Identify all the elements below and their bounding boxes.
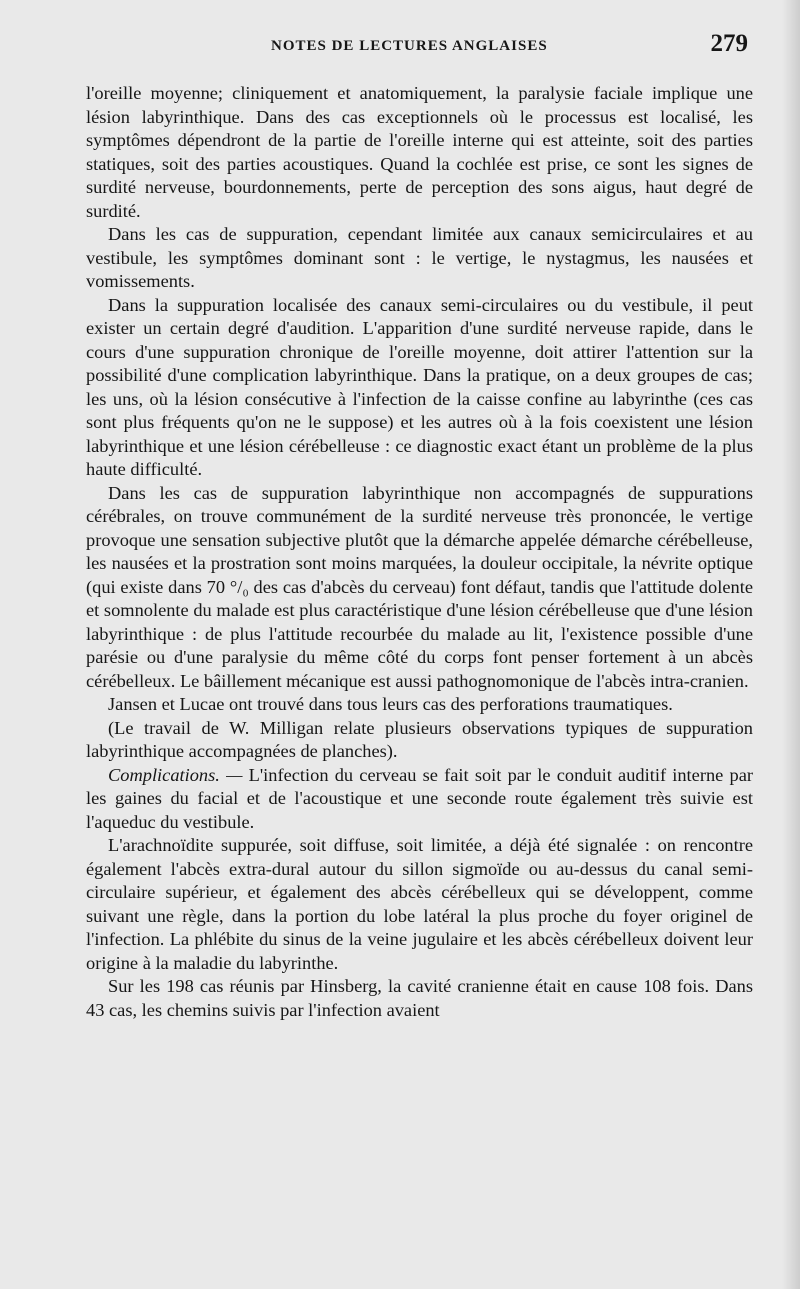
paragraph: L'arachnoïdite suppurée, soit diffuse, soit limitée, a déjà été signalée : on rencontre également l'abcès extra-dural autour du sillon sigmoïde ou au-dessus du canal semi-circulaire supérieur, et également des abcès cérébelleux qui se développent, comme suivant une règle, dans la portion du lobe latéral la plus proche du foyer originel de l'infection. La phlébite du sinus de la veine jugulaire et les abcès cérébelleux doivent leur origine à la maladie du labyrinthe. [86,835,753,973]
paragraph: Dans la suppuration localisée des canaux semi-circulaires ou du vestibule, il peut exister un certain degré d'audition. L'apparition d'une surdité nerveuse rapide, dans le cours d'une suppuration chronique de l'oreille moyenne, doit attirer l'attention sur la possibilité d'une complication labyrinthique. Dans la pratique, on a deux groupes de cas; les uns, où la lésion consécutive à l'infection de la caisse confine au labyrinthe (ces cas sont plus fréquents qu'on ne le suppose) et les autres où à la fois coexistent une lésion labyrinthique et une lésion cérébelleuse : ce diagnostic exact étant un problème de la plus haute difficulté. [86,294,753,479]
complications-paragraph [86,764,753,835]
paragraph: l'oreille moyenne; cliniquement et anatomiquement, la paralysie faciale implique une lésion labyrinthique. Dans des cas exceptionnels où le processus est localisé, les symptômes dépendront de la partie de l'oreille interne qui est atteinte, soit des parties statiques, soit des parties acoustiques. Quand la cochlée est prise, ce sont les signes de surdité nerveuse, bourdonnements, perte de perception des sons aigus, haut degré de surdité. [86,83,753,221]
page-header [86,30,748,70]
body-text [86,82,753,1022]
paragraph: Jansen et Lucae ont trouvé dans tous leurs cas des perforations traumatiques. [108,694,673,714]
paragraph: Dans les cas de suppuration labyrinthique non accompagnés de suppurations cérébrales, on trouve communément de la surdité nerveuse très prononcée, le vertige provoque une sensation subjective plutôt que la démarche appelée démarche cérébelleuse, les nausées et la prostration sont moins marquées, la douleur occipitale, la névrite optique (qui existe dans 70 °/₀ des cas d'abcès du cerveau) font défaut, tandis que l'attitude dolente et somnolente du malade est plus caractéristique d'une lésion cérébelleuse que d'une lésion labyrinthique : de plus l'attitude recourbée du malade au lit, l'existence possible d'une parésie ou d'une paralysie du même côté du corps font penser fortement à un abcès cérébelleux. Le bâillement mécanique est aussi pathognomonique de l'abcès intra-cranien. [86,482,753,691]
page-number: 279 [710,30,748,57]
paragraph-text: L'infection du cerveau se fait soit par le conduit auditif interne par les gaines du facial et de l'acoustique et une seconde route également très suivie est l'aqueduc du vestibule. [86,764,753,832]
paragraph: Dans les cas de suppuration, cependant limitée aux canaux semicirculaires et au vestibule, les symptômes dominant sont : le vertige, le nystagmus, les nausées et vomissements. [86,224,753,291]
page-edge-shadow [782,0,800,1289]
complications-label: Complications. — [108,764,243,785]
running-title: NOTES DE LECTURES ANGLAISES [271,38,548,54]
paragraph: Sur les 198 cas réunis par Hinsberg, la cavité cranienne était en cause 108 fois. Dans 43 cas, les chemins suivis par l'infection avaient [86,976,753,1020]
paragraph: (Le travail de W. Milligan relate plusieurs observations typiques de suppuration labyrinthique accompagnées de planches). [86,717,753,761]
